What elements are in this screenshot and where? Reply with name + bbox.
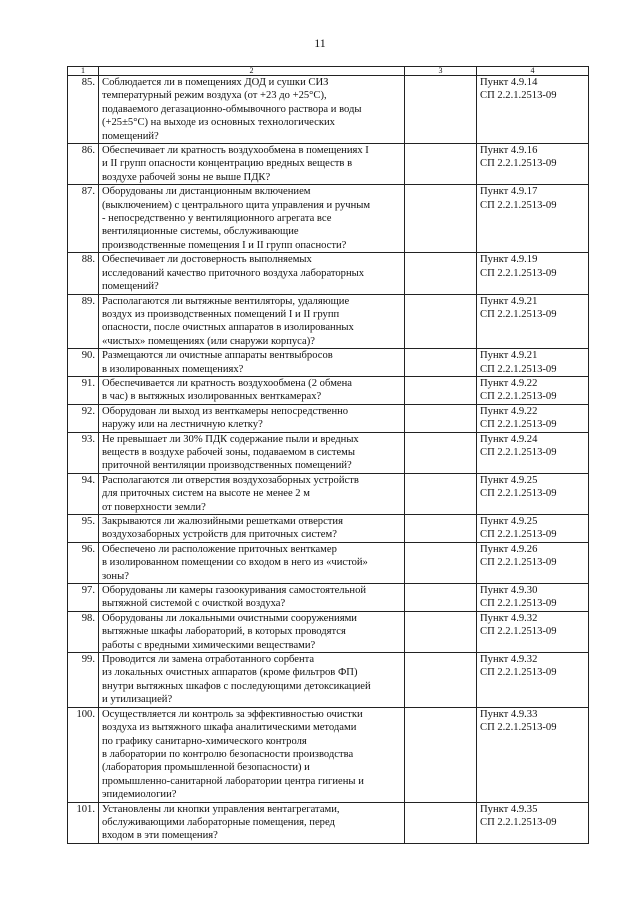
question-line: исследований качество приточного воздуха лабораторных xyxy=(102,267,365,279)
column-header-4: 4 xyxy=(477,67,589,76)
answer-cell xyxy=(405,515,477,543)
reference-line: СП 2.2.1.2513-09 xyxy=(480,626,557,638)
answer-cell xyxy=(405,294,477,349)
table-row xyxy=(68,404,589,432)
question-line: (лаборатория промышленной безопасности) и xyxy=(102,762,310,774)
answer-cell xyxy=(405,707,477,802)
item-number: 89. xyxy=(68,294,99,349)
question-line: помещений? xyxy=(102,130,159,142)
question-line: воздух из производственных помещений I и II групп xyxy=(102,308,340,320)
question-line: Оборудованы ли локальными очистными сооружениями xyxy=(102,612,357,624)
table-row xyxy=(68,707,589,802)
regulation-reference xyxy=(477,349,589,377)
requirement-question xyxy=(99,515,405,543)
regulation-reference xyxy=(477,253,589,294)
question-line: Размещаются ли очистные аппараты вентвыбросов xyxy=(102,350,333,362)
reference-line: СП 2.2.1.2513-09 xyxy=(480,90,557,102)
question-line: обслуживающими лабораторные помещения, перед xyxy=(102,816,335,828)
requirement-question xyxy=(99,376,405,404)
table-row xyxy=(68,432,589,473)
reference-line: Пункт 4.9.22 xyxy=(480,377,538,389)
requirement-question xyxy=(99,404,405,432)
question-line: вытяжные шкафы лабораторий, в которых проводятся xyxy=(102,626,346,638)
regulation-reference xyxy=(477,707,589,802)
requirement-question xyxy=(99,432,405,473)
question-line: помещений? xyxy=(102,281,159,293)
reference-line: СП 2.2.1.2513-09 xyxy=(480,308,557,320)
regulation-reference xyxy=(477,185,589,253)
answer-cell xyxy=(405,802,477,843)
item-number: 100. xyxy=(68,707,99,802)
table-row xyxy=(68,802,589,843)
regulation-reference xyxy=(477,144,589,185)
question-line: воздухе рабочей зоны не выше ПДК? xyxy=(102,171,271,183)
regulation-reference xyxy=(477,473,589,514)
requirement-question xyxy=(99,542,405,583)
requirement-question xyxy=(99,349,405,377)
regulation-reference xyxy=(477,294,589,349)
table-row xyxy=(68,76,589,144)
question-line: внутри вытяжных шкафов с последующими детоксикацией xyxy=(102,680,371,692)
reference-line: Пункт 4.9.32 xyxy=(480,612,538,624)
reference-line: Пункт 4.9.14 xyxy=(480,77,538,88)
question-line: воздухозаборных устройств для приточных систем? xyxy=(102,529,337,541)
question-line: Располагаются ли вытяжные вентиляторы, удаляющие xyxy=(102,295,350,307)
answer-cell xyxy=(405,611,477,652)
reference-line: Пункт 4.9.33 xyxy=(480,708,538,720)
column-header-3: 3 xyxy=(405,67,477,76)
table-row xyxy=(68,144,589,185)
question-line: Оборудован ли выход из венткамеры непосредственно xyxy=(102,405,349,417)
regulation-reference xyxy=(477,542,589,583)
question-line: в лаборатории по контролю безопасности производства xyxy=(102,748,354,760)
requirement-question xyxy=(99,294,405,349)
reference-line: Пункт 4.9.26 xyxy=(480,543,538,555)
item-number: 99. xyxy=(68,653,99,708)
requirement-question xyxy=(99,707,405,802)
answer-cell xyxy=(405,584,477,612)
requirement-question xyxy=(99,76,405,144)
reference-line: Пункт 4.9.21 xyxy=(480,350,538,362)
regulation-reference xyxy=(477,76,589,144)
requirement-question xyxy=(99,802,405,843)
item-number: 101. xyxy=(68,802,99,843)
header-row xyxy=(68,67,589,76)
question-line: Оборудованы ли камеры газоокуривания самостоятельной xyxy=(102,585,367,597)
table-row xyxy=(68,473,589,514)
reference-line: СП 2.2.1.2513-09 xyxy=(480,158,557,170)
item-number: 92. xyxy=(68,404,99,432)
answer-cell xyxy=(405,185,477,253)
answer-cell xyxy=(405,144,477,185)
column-header-1: 1 xyxy=(68,67,99,76)
requirement-question xyxy=(99,584,405,612)
question-line: воздуха из вытяжного шкафа аналитическими методами xyxy=(102,722,357,734)
question-line: подаваемого дегазационно-обмывочного раствора и воды xyxy=(102,103,362,115)
answer-cell xyxy=(405,653,477,708)
column-header-2: 2 xyxy=(99,67,405,76)
question-line: зоны? xyxy=(102,570,129,582)
reference-line: СП 2.2.1.2513-09 xyxy=(480,419,557,431)
table-row xyxy=(68,185,589,253)
answer-cell xyxy=(405,404,477,432)
page-number: 11 xyxy=(314,36,326,50)
item-number: 90. xyxy=(68,349,99,377)
question-line: в изолированном помещении со входом в него из «чистой» xyxy=(102,557,368,569)
item-number: 85. xyxy=(68,76,99,144)
regulation-reference xyxy=(477,432,589,473)
table-row xyxy=(68,376,589,404)
reference-line: СП 2.2.1.2513-09 xyxy=(480,816,557,828)
item-number: 93. xyxy=(68,432,99,473)
reference-line: СП 2.2.1.2513-09 xyxy=(480,363,557,375)
reference-line: СП 2.2.1.2513-09 xyxy=(480,391,557,403)
question-line: работы с вредными химическими веществами? xyxy=(102,639,316,651)
question-line: Осуществляется ли контроль за эффективностью очистки xyxy=(102,708,363,720)
regulation-reference xyxy=(477,611,589,652)
answer-cell xyxy=(405,473,477,514)
reference-line: СП 2.2.1.2513-09 xyxy=(480,667,557,679)
question-line: (выключением) с центрального щита управления и ручным xyxy=(102,199,371,211)
requirement-question xyxy=(99,653,405,708)
regulation-reference xyxy=(477,584,589,612)
question-line: Проводится ли замена отработанного сорбента xyxy=(102,654,315,666)
reference-line: Пункт 4.9.21 xyxy=(480,295,538,307)
table-row xyxy=(68,294,589,349)
question-line: из локальных очистных аппаратов (кроме фильтров ФП) xyxy=(102,667,358,679)
reference-line: Пункт 4.9.32 xyxy=(480,654,538,666)
question-line: «чистых» помещениях (или снаружи корпуса)? xyxy=(102,335,315,347)
requirement-question xyxy=(99,253,405,294)
question-line: и утилизацией? xyxy=(102,694,173,706)
checklist-rows xyxy=(68,76,589,844)
question-line: Не превышает ли 30% ПДК содержание пыли и вредных xyxy=(102,433,359,445)
requirement-question xyxy=(99,144,405,185)
reference-line: СП 2.2.1.2513-09 xyxy=(480,529,557,541)
answer-cell xyxy=(405,432,477,473)
question-line: в час) в вытяжных изолированных венткамерах? xyxy=(102,391,322,403)
item-number: 88. xyxy=(68,253,99,294)
regulation-reference xyxy=(477,376,589,404)
checklist-table xyxy=(67,66,589,844)
reference-line: СП 2.2.1.2513-09 xyxy=(480,488,557,500)
question-line: Соблюдается ли в помещениях ДОД и сушки СИЗ xyxy=(102,77,329,88)
table-row xyxy=(68,253,589,294)
regulation-reference xyxy=(477,802,589,843)
answer-cell xyxy=(405,542,477,583)
question-line: и II групп опасности концентрацию вредных веществ в xyxy=(102,158,353,170)
question-line: - непосредственно у вентиляционного агрегата все xyxy=(102,213,332,225)
question-line: Закрываются ли жалюзийными решетками отверстия xyxy=(102,516,343,527)
question-line: наружу или на лестничную клетку? xyxy=(102,419,263,431)
item-number: 94. xyxy=(68,473,99,514)
reference-line: Пункт 4.9.16 xyxy=(480,145,538,157)
item-number: 86. xyxy=(68,144,99,185)
question-line: производственные помещения I и II групп опасности? xyxy=(102,239,347,251)
item-number: 95. xyxy=(68,515,99,543)
table-row xyxy=(68,653,589,708)
question-line: Обеспечено ли расположение приточных венткамер xyxy=(102,543,337,555)
question-line: веществ в воздухе рабочей зоны, подаваемом в системы xyxy=(102,446,355,458)
item-number: 98. xyxy=(68,611,99,652)
answer-cell xyxy=(405,253,477,294)
regulation-reference xyxy=(477,404,589,432)
table-row xyxy=(68,611,589,652)
question-line: по графику санитарно-химического контроля xyxy=(102,735,307,747)
item-number: 91. xyxy=(68,376,99,404)
reference-line: Пункт 4.9.35 xyxy=(480,803,538,815)
requirement-question xyxy=(99,611,405,652)
question-line: температурный режим воздуха (от +23 до +25°С), xyxy=(102,90,327,102)
table-row xyxy=(68,515,589,543)
reference-line: Пункт 4.9.19 xyxy=(480,254,538,266)
item-number: 87. xyxy=(68,185,99,253)
question-line: Обеспечивает ли достоверность выполняемых xyxy=(102,254,312,266)
answer-cell xyxy=(405,376,477,404)
reference-line: СП 2.2.1.2513-09 xyxy=(480,267,557,279)
question-line: промышленно-санитарной лаборатории центра гигиены и xyxy=(102,775,364,787)
requirement-question xyxy=(99,473,405,514)
answer-cell xyxy=(405,76,477,144)
question-line: Оборудованы ли дистанционным включением xyxy=(102,186,311,198)
question-line: Обеспечивает ли кратность воздухообмена в помещениях I xyxy=(102,145,369,157)
question-line: вентиляционные системы, обслуживающие xyxy=(102,226,299,238)
question-line: Обеспечивается ли кратность воздухообмена (2 обмена xyxy=(102,377,353,389)
question-line: приточной вентиляции производственных помещений? xyxy=(102,460,352,472)
question-line: вытяжной системой с очисткой воздуха? xyxy=(102,598,286,610)
question-line: входом в эти помещения? xyxy=(102,830,218,842)
reference-line: Пункт 4.9.25 xyxy=(480,474,538,486)
regulation-reference xyxy=(477,515,589,543)
question-line: опасности, после очистных аппаратов в изолированных xyxy=(102,322,354,334)
reference-line: Пункт 4.9.22 xyxy=(480,405,538,417)
reference-line: СП 2.2.1.2513-09 xyxy=(480,199,557,211)
reference-line: Пункт 4.9.25 xyxy=(480,516,538,527)
reference-line: СП 2.2.1.2513-09 xyxy=(480,598,557,610)
question-line: Установлены ли кнопки управления вентагрегатами, xyxy=(102,803,340,815)
question-line: от поверхности земли? xyxy=(102,501,206,513)
question-line: (+25±5°С) на выходе из основных технологических xyxy=(102,117,335,129)
question-line: в изолированных помещениях? xyxy=(102,363,244,375)
reference-line: Пункт 4.9.17 xyxy=(480,186,538,198)
item-number: 97. xyxy=(68,584,99,612)
regulation-reference xyxy=(477,653,589,708)
question-line: Располагаются ли отверстия воздухозаборных устройств xyxy=(102,474,359,486)
reference-line: Пункт 4.9.30 xyxy=(480,585,538,597)
question-line: эпидемиологии? xyxy=(102,789,177,801)
table-row xyxy=(68,584,589,612)
requirement-question xyxy=(99,185,405,253)
table-row xyxy=(68,542,589,583)
reference-line: СП 2.2.1.2513-09 xyxy=(480,557,557,569)
reference-line: СП 2.2.1.2513-09 xyxy=(480,722,557,734)
item-number: 96. xyxy=(68,542,99,583)
answer-cell xyxy=(405,349,477,377)
reference-line: СП 2.2.1.2513-09 xyxy=(480,446,557,458)
table-row xyxy=(68,349,589,377)
question-line: для приточных систем на высоте не менее 2 м xyxy=(102,488,310,500)
reference-line: Пункт 4.9.24 xyxy=(480,433,538,445)
